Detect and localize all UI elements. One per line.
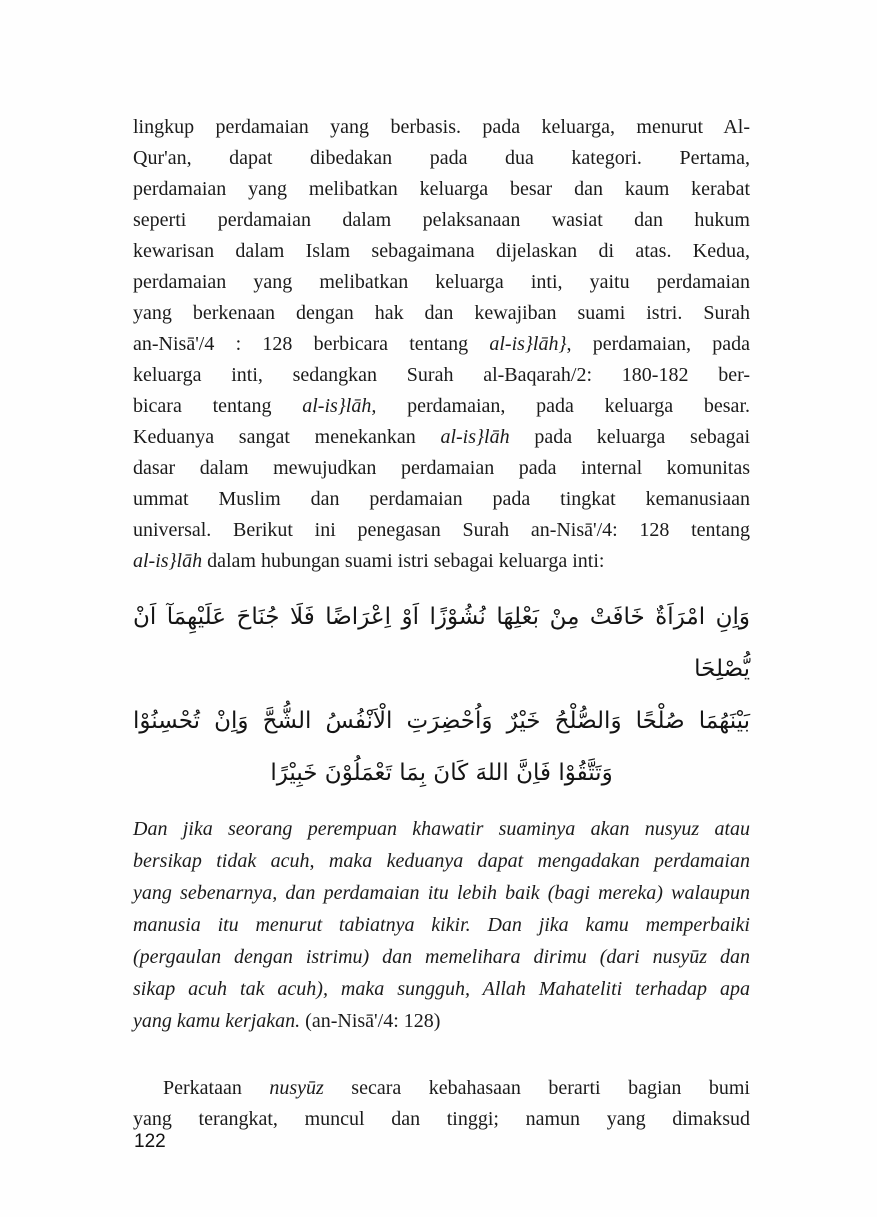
- body-text-line: [133, 143, 750, 174]
- text-segment: al-is}lāh: [133, 550, 203, 572]
- text-segment: perdamaian yang melibatkan keluarga besar dan kaum kerabat: [133, 178, 750, 200]
- body-text-line: [133, 112, 750, 143]
- text-segment: sikap acuh tak acuh), maka sungguh, Allah Mahateliti terhadap apa: [133, 978, 750, 1000]
- body-text-line: [133, 360, 750, 391]
- text-segment: perdamaian yang melibatkan keluarga inti, yaitu perdamaian: [133, 271, 750, 293]
- text-segment: وَاِنِ امْرَاَةٌ خَافَتْ مِنْ بَعْلِهَا نُشُوْزًا اَوْ اِعْرَاضًا فَلَا جُنَاحَ عَلَيْهِمَآ اَنْ يُّصْلِحَا: [133, 604, 750, 682]
- arabic-verse-line: [133, 695, 750, 747]
- paragraph-nusyuz: [133, 1073, 750, 1135]
- text-segment: yang kamu kerjakan.: [133, 1010, 306, 1032]
- text-segment: (pergaulan dengan istrimu) dan memelihara dirimu (dari nusyūz dan: [133, 946, 750, 968]
- text-segment: al-is}lāh}: [489, 333, 567, 355]
- translation-line: [133, 813, 750, 845]
- text-segment: bersikap tidak acuh, maka keduanya dapat mengadakan perdamaian: [133, 850, 750, 872]
- translation-line: [133, 1005, 750, 1037]
- text-segment: yang berkenaan dengan hak dan kewajiban suami istri. Surah: [133, 302, 750, 324]
- text-segment: , perdamaian, pada: [566, 333, 750, 355]
- body-text-line: [133, 453, 750, 484]
- translation-line: [133, 909, 750, 941]
- text-segment: yang sebenarnya, dan perdamaian itu lebih baik (bagi mereka) walaupun: [133, 882, 750, 904]
- body-text-line: [133, 515, 750, 546]
- arabic-verse-line: [133, 747, 750, 799]
- body-text-line: [133, 267, 750, 298]
- translation-line: [133, 973, 750, 1005]
- body-text-line: [133, 1073, 750, 1104]
- text-segment: Keduanya sangat menekankan: [133, 426, 441, 448]
- body-text-line: [133, 422, 750, 453]
- text-segment: Dan jika seorang perempuan khawatir suaminya akan nusyuz atau: [133, 818, 750, 840]
- quran-verse-arabic: [133, 591, 750, 799]
- text-segment: yang terangkat, muncul dan tinggi; namun yang dimaksud: [133, 1108, 750, 1130]
- text-segment: dalam hubungan suami istri sebagai keluarga inti:: [202, 550, 605, 572]
- text-segment: lingkup perdamaian yang berbasis. pada keluarga, menurut Al-: [133, 116, 750, 138]
- text-segment: al-is}lāh: [440, 426, 510, 448]
- body-text-line: [133, 484, 750, 515]
- body-text-line: [133, 205, 750, 236]
- body-text-line: [133, 329, 750, 360]
- body-text-line: [133, 391, 750, 422]
- text-segment: keluarga inti, sedangkan Surah al-Baqarah/2: 180-182 ber-: [133, 364, 750, 386]
- text-column: [133, 112, 750, 1135]
- translation-line: [133, 941, 750, 973]
- text-segment: secara kebahasaan berarti bagian bumi: [323, 1077, 750, 1099]
- arabic-verse-line: [133, 591, 750, 695]
- text-segment: kewarisan dalam Islam sebagaimana dijelaskan di atas. Kedua,: [133, 240, 750, 262]
- text-segment: dasar dalam mewujudkan perdamaian pada internal komunitas: [133, 457, 750, 479]
- paragraph-intro: [133, 112, 750, 577]
- body-text-line: [133, 174, 750, 205]
- body-text-line: [133, 1104, 750, 1135]
- text-segment: pada keluarga sebagai: [509, 426, 751, 448]
- text-segment: perdamaian, pada keluarga besar.: [376, 395, 750, 417]
- text-segment: nusyūz: [269, 1077, 324, 1099]
- text-segment: al-is}lāh,: [302, 395, 377, 417]
- translation-line: [133, 845, 750, 877]
- text-segment: Perkataan: [163, 1077, 270, 1099]
- text-segment: universal. Berikut ini penegasan Surah an-Nisā'/4: 128 tentang: [133, 519, 750, 541]
- body-text-line: [133, 546, 750, 577]
- text-segment: بَيْنَهُمَا صُلْحًا وَالصُّلْحُ خَيْرٌ وَاُحْضِرَتِ الْاَنْفُسُ الشُّحَّ وَاِنْ تُحْسِنُوْا: [133, 708, 750, 734]
- text-segment: seperti perdamaian dalam pelaksanaan wasiat dan hukum: [133, 209, 750, 231]
- text-segment: manusia itu menurut tabiatnya kikir. Dan jika kamu memperbaiki: [133, 914, 750, 936]
- text-segment: an-Nisā'/4 : 128 berbicara tentang: [133, 333, 490, 355]
- text-segment: وَتَتَّقُوْا فَاِنَّ اللهَ كَانَ بِمَا تَعْمَلُوْنَ خَبِيْرًا: [270, 760, 613, 786]
- text-segment: (an-Nisā'/4: 128): [305, 1010, 441, 1032]
- text-segment: bicara tentang: [133, 395, 303, 417]
- text-segment: Qur'an, dapat dibedakan pada dua kategori. Pertama,: [133, 147, 750, 169]
- body-text-line: [133, 236, 750, 267]
- text-segment: ummat Muslim dan perdamaian pada tingkat kemanusiaan: [133, 488, 750, 510]
- translation-line: [133, 877, 750, 909]
- verse-translation: [133, 813, 750, 1037]
- page-number: 122: [134, 1131, 166, 1152]
- body-text-line: [133, 298, 750, 329]
